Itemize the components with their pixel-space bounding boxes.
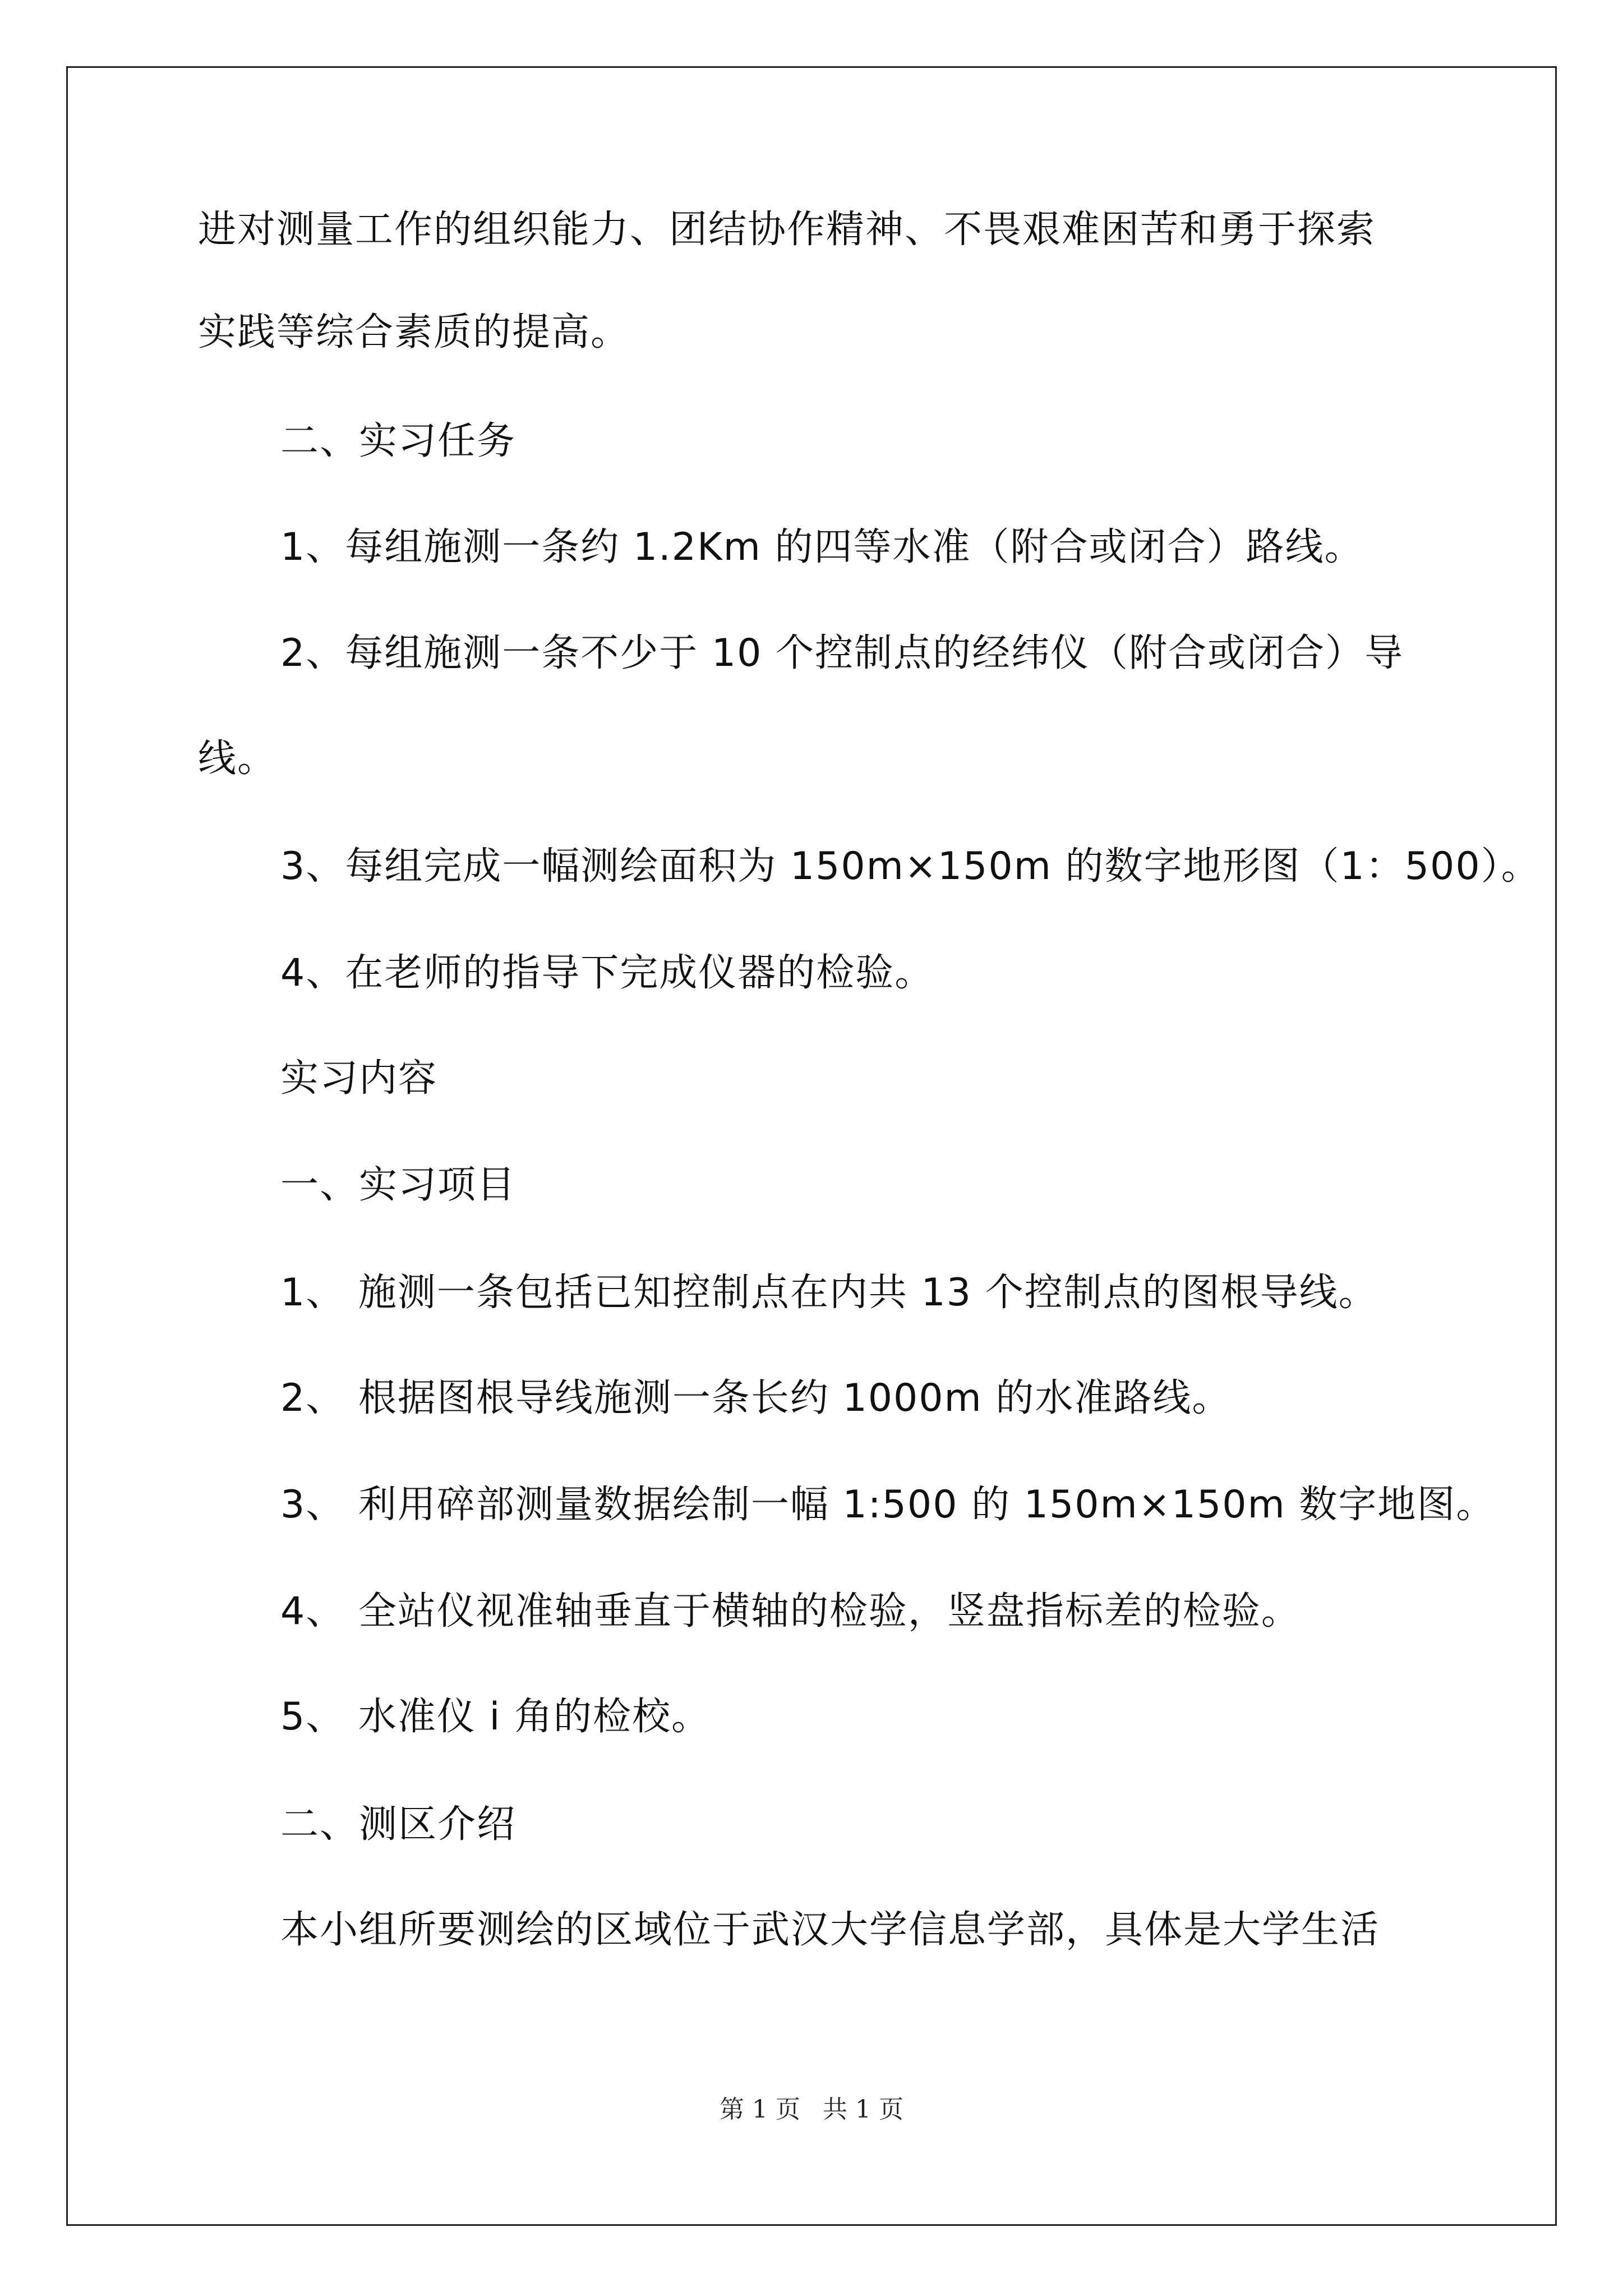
body-line-2: 实践等综合素质的提高。: [198, 310, 630, 355]
section-heading-projects: 一、实习项目: [280, 1163, 517, 1207]
project-item-4: 4、 全站仪视准轴垂直于横轴的检验，竖盘指标差的检验。: [280, 1589, 1301, 1634]
body-line-1: 进对测量工作的组织能力、团结协作精神、不畏艰难困苦和勇于探索: [198, 208, 1376, 252]
section-heading-tasks: 二、实习任务: [280, 419, 517, 463]
project-item-3: 3、 利用碎部测量数据绘制一幅 1:500 的 150m×150m 数字地图。: [280, 1483, 1496, 1527]
task-item-3: 3、每组完成一幅测绘面积为 150m×150m 的数字地形图（1：500）。: [280, 844, 1541, 889]
task-item-2: 2、每组施测一条不少于 10 个控制点的经纬仪（附合或闭合）导: [280, 631, 1404, 675]
page-total: 共 1 页: [823, 2095, 903, 2124]
project-item-2: 2、 根据图根导线施测一条长约 1000m 的水准路线。: [280, 1376, 1232, 1420]
survey-area-paragraph: 本小组所要测绘的区域位于武汉大学信息学部，具体是大学生活: [280, 1908, 1380, 1952]
page-number: 第 1 页: [720, 2095, 800, 2124]
page-footer: [0, 2094, 1623, 2125]
project-item-5: 5、 水准仪 i 角的检校。: [280, 1695, 711, 1739]
task-item-1: 1、每组施测一条约 1.2Km 的四等水准（附合或闭合）路线。: [280, 525, 1364, 569]
task-item-2-continuation: 线。: [198, 737, 277, 781]
task-item-4: 4、在老师的指导下完成仪器的检验。: [280, 951, 934, 995]
section-heading-survey-area: 二、测区介绍: [280, 1802, 517, 1847]
page-border: [66, 66, 1557, 2226]
section-heading-content: 实习内容: [280, 1056, 438, 1101]
project-item-1: 1、 施测一条包括已知控制点在内共 13 个控制点的图根导线。: [280, 1271, 1378, 1315]
